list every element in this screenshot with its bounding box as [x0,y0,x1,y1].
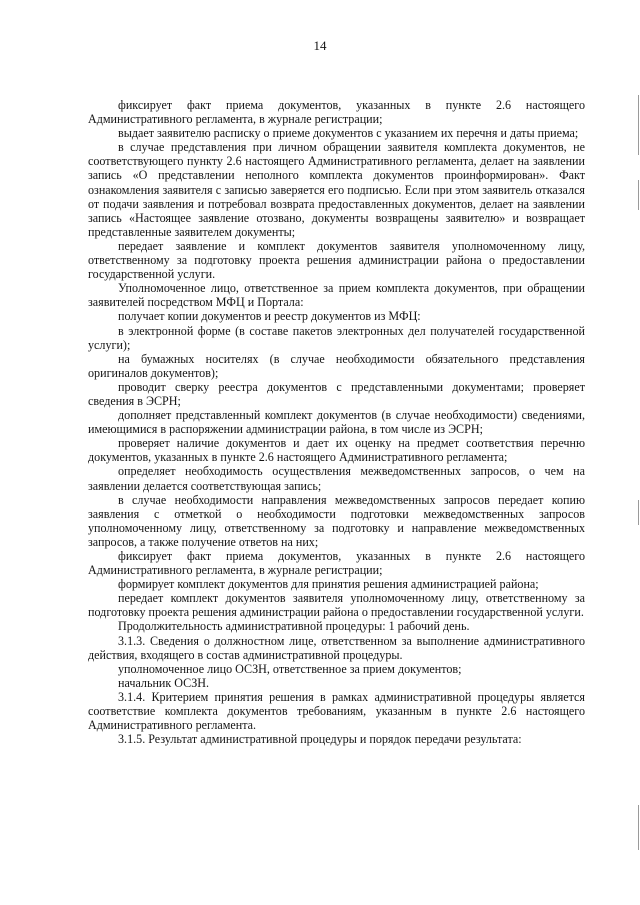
paragraph: на бумажных носителях (в случае необходимости обязательного представления оригиналов документов); [88,351,585,380]
paragraph: 3.1.5. Результат административной процедуры и порядок передачи результата: [118,732,522,747]
paragraph: передает комплект документов заявителя уполномоченному лицу, ответственному за подготовку проекта решения администрации района о предоставлении государственной услуги. [88,591,585,620]
paragraph: выдает заявителю расписку о приеме документов с указанием их перечня и даты приема; [118,126,579,141]
paragraph: в случае необходимости направления межведомственных запросов передает копию заявления с отметкой о необходимости подготовки межведомственных запросов уполномоченному лицу, ответственному за подготовку и направление межведомственных запросов, а также получение ответов на них; [88,492,585,549]
scan-edge-mark [638,805,639,850]
scan-edge-mark [638,180,639,210]
paragraph: 3.1.3. Сведения о должностном лице, ответственном за выполнение административного действия, входящего в состав административной процедуры. [88,633,585,662]
paragraph: фиксирует факт приема документов, указанных в пункте 2.6 настоящего Административного регламента, в журнале регистрации; [88,549,585,578]
paragraph: уполномоченное лицо ОСЗН, ответственное за прием документов; [118,661,462,676]
paragraph: Уполномоченное лицо, ответственное за прием комплекта документов, при обращении заявителей посредством МФЦ и Портала: [88,281,585,310]
paragraph: проводит сверку реестра документов с представленными документами; проверяет сведения в ЭСРН; [88,379,585,408]
document-body [88,98,585,746]
paragraph: проверяет наличие документов и дает их оценку на предмет соответствия перечню документов, указанных в пункте 2.6 настоящего Административного регламента; [88,436,585,465]
paragraph: в электронной форме (в составе пакетов электронных дел получателей государственной услуги); [88,323,585,352]
paragraph: формирует комплект документов для принятия решения администрацией района; [118,577,539,592]
paragraph: фиксирует факт приема документов, указанных в пункте 2.6 настоящего Административного регламента, в журнале регистрации; [88,98,585,127]
paragraph: Продолжительность административной процедуры: 1 рабочий день. [118,619,470,634]
scan-edge-mark [638,500,639,525]
paragraph: начальник ОСЗН. [118,675,210,690]
paragraph: получает копии документов и реестр документов из МФЦ: [118,309,421,324]
page-number: 14 [313,38,327,53]
paragraph: 3.1.4. Критерием принятия решения в рамках административной процедуры является соответствие комплекта документов требованиям, указанным в пункте 2.6 настоящего Административного регламента. [88,689,585,733]
paragraph: в случае представления при личном обращении заявителя комплекта документов, не соответствующего пункту 2.6 настоящего Административного регламента, делает на заявлении запись «О представлении неполного комплекта документов проинформирован». Факт ознакомления заявителя с записью заверяется его подписью. Если при этом заявитель отказался от подачи заявления и потребовал возврата предоставленных документов, делает на заявлении запись «Настоящее заявление отозвано, документы возвращены заявителю» и возвращает представленные заявителем документы; [88,140,585,239]
scan-edge-mark [638,95,639,155]
paragraph: передает заявление и комплект документов заявителя уполномоченному лицу, ответственному за подготовку проекта решения администрации района о предоставлении государственной услуги. [88,238,585,282]
paragraph: определяет необходимость осуществления межведомственных запросов, о чем на заявлении делается соответствующая запись; [88,464,585,493]
paragraph: дополняет представленный комплект документов (в случае необходимости) сведениями, имеющимися в распоряжении администрации района, в том числе из ЭСРН; [88,408,585,437]
